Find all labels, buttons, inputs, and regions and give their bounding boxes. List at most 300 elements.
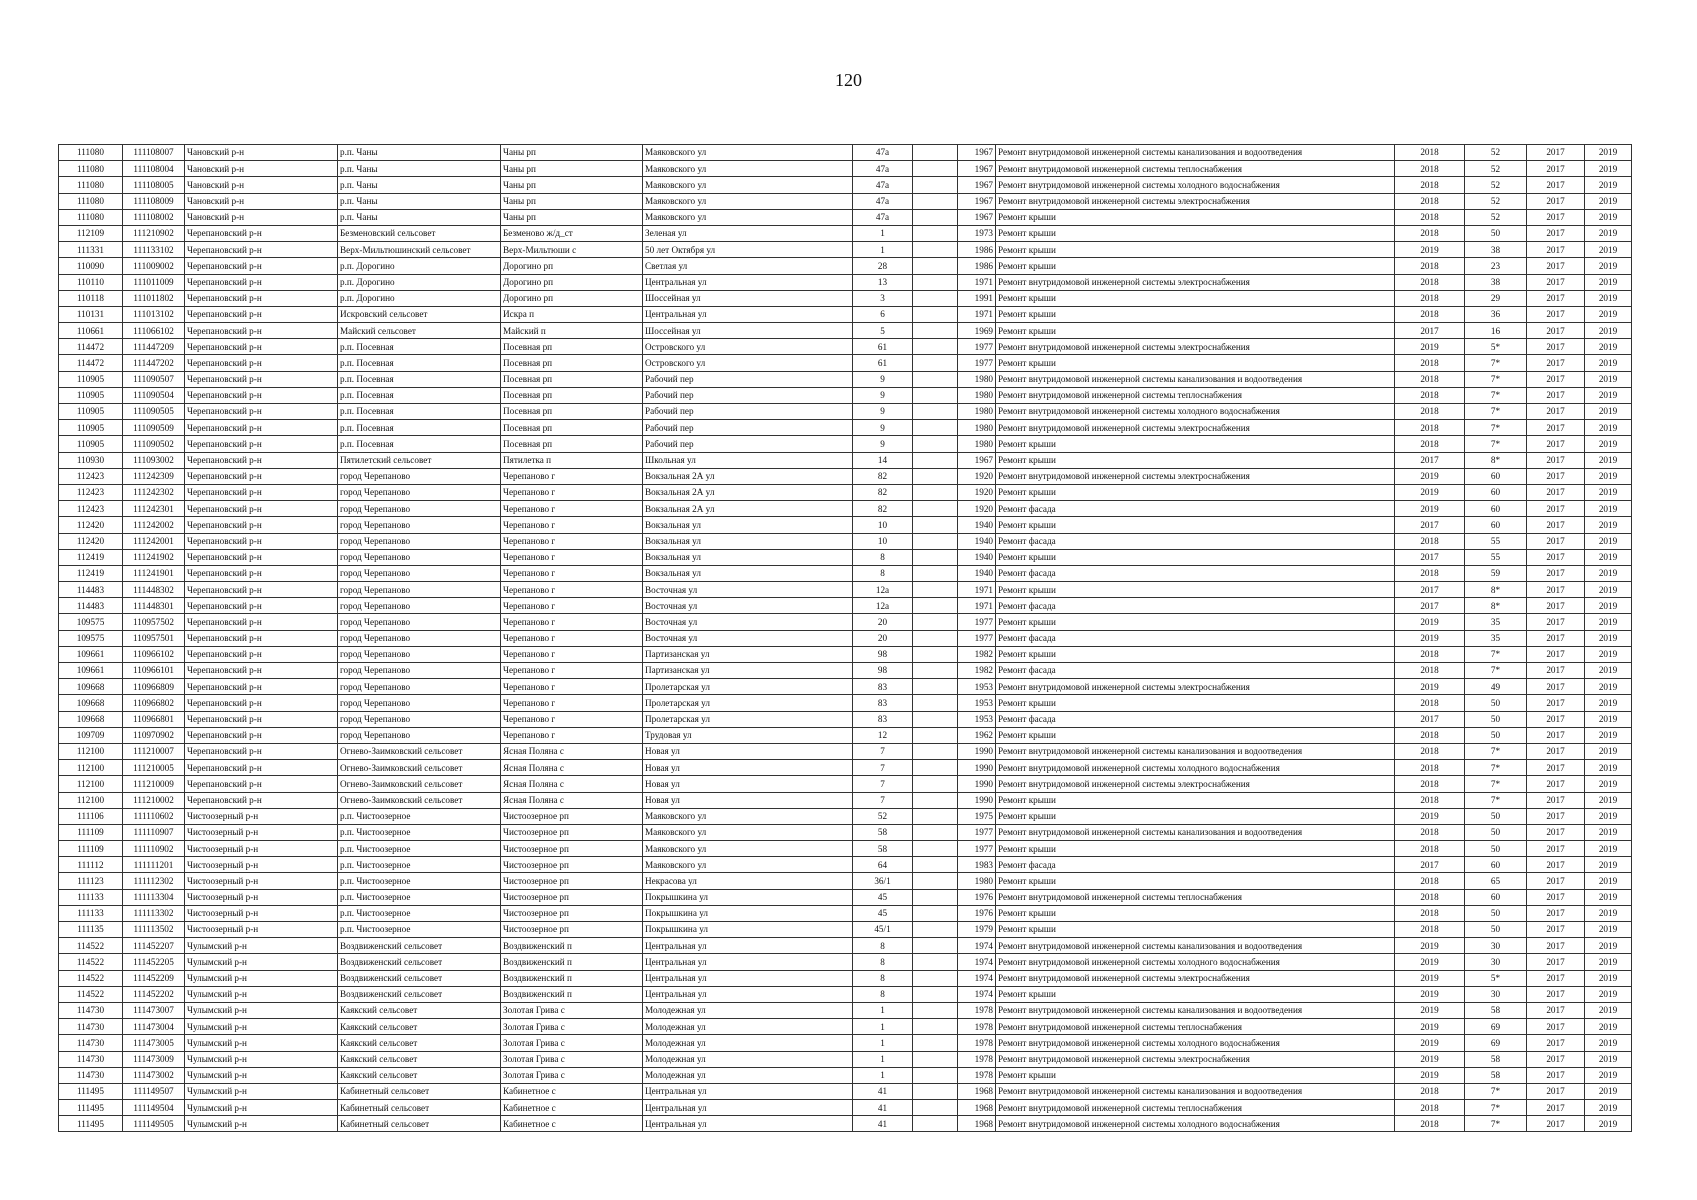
cell-plan-year: 2018 (1395, 889, 1465, 905)
table-row (59, 1083, 1632, 1099)
cell-build-year: 1974 (958, 970, 996, 986)
cell-plan-year: 2017 (1395, 323, 1465, 339)
cell-period-start: 2017 (1527, 177, 1585, 193)
cell-locality: Воздвиженский п (501, 986, 643, 1002)
cell-period-start: 2017 (1527, 582, 1585, 598)
cell-district: Черепановский р-н (185, 355, 338, 371)
cell-house-number: 98 (853, 646, 913, 662)
cell-house-letter (913, 404, 958, 420)
cell-house-letter (913, 533, 958, 549)
cell-code: 112420 (59, 533, 123, 549)
cell-period-start: 2017 (1527, 501, 1585, 517)
cell-period-end: 2019 (1585, 306, 1632, 322)
cell-build-year: 1982 (958, 663, 996, 679)
cell-code: 112419 (59, 549, 123, 565)
cell-municipality: Каякский сельсовет (338, 1019, 501, 1035)
cell-work-type: Ремонт внутридомовой инженерной системы канализования и водоотведения (996, 938, 1395, 954)
table-body (59, 145, 1632, 1132)
cell-municipality: город Черепаново (338, 565, 501, 581)
cell-locality: Чистоозерное рп (501, 889, 643, 905)
cell-municipality: р.п. Чаны (338, 209, 501, 225)
cell-period-end: 2019 (1585, 355, 1632, 371)
cell-code: 111112 (59, 857, 123, 873)
table-row (59, 727, 1632, 743)
cell-house-letter (913, 857, 958, 873)
table-row (59, 517, 1632, 533)
cell-municipality: город Черепаново (338, 598, 501, 614)
cell-street: Новая ул (643, 760, 853, 776)
cell-municipality: Каякский сельсовет (338, 1067, 501, 1083)
cell-municipality: Безменовский сельсовет (338, 225, 501, 241)
cell-work-type: Ремонт крыши (996, 209, 1395, 225)
cell-object-id: 110966801 (123, 711, 185, 727)
cell-municipality: Пятилетский сельсовет (338, 452, 501, 468)
cell-district: Черепановский р-н (185, 306, 338, 322)
cell-period-start: 2017 (1527, 355, 1585, 371)
cell-district: Черепановский р-н (185, 711, 338, 727)
cell-period-start: 2017 (1527, 193, 1585, 209)
cell-work-type: Ремонт крыши (996, 242, 1395, 258)
cell-period-start: 2017 (1527, 484, 1585, 500)
cell-period-end: 2019 (1585, 808, 1632, 824)
cell-house-letter (913, 290, 958, 306)
cell-house-letter (913, 436, 958, 452)
cell-work-type: Ремонт внутридомовой инженерной системы теплоснабжения (996, 889, 1395, 905)
cell-municipality: р.п. Посевная (338, 371, 501, 387)
cell-house-number: 7 (853, 743, 913, 759)
cell-period-start: 2017 (1527, 387, 1585, 403)
cell-build-year: 1967 (958, 209, 996, 225)
cell-period-end: 2019 (1585, 922, 1632, 938)
cell-period-end: 2019 (1585, 679, 1632, 695)
cell-district: Чулымский р-н (185, 986, 338, 1002)
cell-object-id: 111149504 (123, 1100, 185, 1116)
cell-house-letter (913, 986, 958, 1002)
cell-house-number: 7 (853, 760, 913, 776)
cell-house-number: 12а (853, 582, 913, 598)
cell-house-letter (913, 242, 958, 258)
cell-municipality: Каякский сельсовет (338, 1035, 501, 1051)
cell-municipality: город Черепаново (338, 663, 501, 679)
cell-street: Маяковского ул (643, 808, 853, 824)
cell-plan-year: 2018 (1395, 743, 1465, 759)
cell-locality: Чаны рп (501, 177, 643, 193)
cell-district: Черепановский р-н (185, 225, 338, 241)
cell-period-start: 2017 (1527, 404, 1585, 420)
cell-district: Чулымский р-н (185, 970, 338, 986)
table-row (59, 954, 1632, 970)
cell-work-type: Ремонт крыши (996, 258, 1395, 274)
cell-object-id: 110966809 (123, 679, 185, 695)
cell-locality: Кабинетное с (501, 1116, 643, 1132)
cell-plan-year: 2018 (1395, 1100, 1465, 1116)
cell-locality: Черепаново г (501, 468, 643, 484)
cell-house-number: 82 (853, 484, 913, 500)
cell-municipality: р.п. Чистоозерное (338, 889, 501, 905)
cell-object-id: 111242001 (123, 533, 185, 549)
cell-period-end: 2019 (1585, 1067, 1632, 1083)
cell-plan-year: 2018 (1395, 209, 1465, 225)
cell-district: Черепановский р-н (185, 792, 338, 808)
cell-period-start: 2017 (1527, 695, 1585, 711)
cell-locality: Чистоозерное рп (501, 905, 643, 921)
cell-municipality: Кабинетный сельсовет (338, 1100, 501, 1116)
cell-plan-year: 2018 (1395, 436, 1465, 452)
cell-build-year: 1980 (958, 404, 996, 420)
cell-district: Черепановский р-н (185, 387, 338, 403)
cell-period-end: 2019 (1585, 533, 1632, 549)
cell-locality: Ясная Поляна с (501, 760, 643, 776)
cell-house-number: 47а (853, 161, 913, 177)
cell-locality: Черепаново г (501, 663, 643, 679)
cell-municipality: р.п. Чистоозерное (338, 905, 501, 921)
cell-street: Восточная ул (643, 630, 853, 646)
table-row (59, 161, 1632, 177)
cell-plan-year: 2018 (1395, 533, 1465, 549)
cell-wear-percent: 52 (1465, 161, 1527, 177)
cell-district: Чулымский р-н (185, 1067, 338, 1083)
cell-work-type: Ремонт внутридомовой инженерной системы канализования и водоотведения (996, 371, 1395, 387)
cell-plan-year: 2018 (1395, 873, 1465, 889)
table-row (59, 177, 1632, 193)
cell-municipality: р.п. Посевная (338, 355, 501, 371)
cell-build-year: 1971 (958, 274, 996, 290)
cell-work-type: Ремонт крыши (996, 841, 1395, 857)
cell-object-id: 111242002 (123, 517, 185, 533)
cell-locality: Безменово ж/д_ст (501, 225, 643, 241)
cell-plan-year: 2018 (1395, 922, 1465, 938)
cell-object-id: 111133102 (123, 242, 185, 258)
cell-code: 114730 (59, 1019, 123, 1035)
cell-period-start: 2017 (1527, 873, 1585, 889)
cell-object-id: 111108002 (123, 209, 185, 225)
table-row (59, 290, 1632, 306)
cell-object-id: 111149507 (123, 1083, 185, 1099)
cell-build-year: 1968 (958, 1116, 996, 1132)
cell-plan-year: 2019 (1395, 1035, 1465, 1051)
cell-period-end: 2019 (1585, 549, 1632, 565)
cell-locality: Черепаново г (501, 549, 643, 565)
table-row (59, 679, 1632, 695)
cell-period-start: 2017 (1527, 986, 1585, 1002)
cell-house-number: 8 (853, 565, 913, 581)
cell-wear-percent: 7* (1465, 792, 1527, 808)
table-row (59, 986, 1632, 1002)
cell-plan-year: 2018 (1395, 1083, 1465, 1099)
cell-house-letter (913, 841, 958, 857)
cell-locality: Чистоозерное рп (501, 873, 643, 889)
cell-period-end: 2019 (1585, 468, 1632, 484)
cell-build-year: 1977 (958, 841, 996, 857)
cell-locality: Кабинетное с (501, 1100, 643, 1116)
cell-house-number: 9 (853, 387, 913, 403)
cell-object-id: 111009002 (123, 258, 185, 274)
cell-house-number: 9 (853, 436, 913, 452)
cell-wear-percent: 52 (1465, 193, 1527, 209)
cell-municipality: город Черепаново (338, 711, 501, 727)
cell-street: Центральная ул (643, 1100, 853, 1116)
cell-period-end: 2019 (1585, 339, 1632, 355)
cell-district: Черепановский р-н (185, 274, 338, 290)
table-row (59, 371, 1632, 387)
cell-wear-percent: 7* (1465, 646, 1527, 662)
cell-house-number: 58 (853, 824, 913, 840)
cell-house-letter (913, 646, 958, 662)
cell-build-year: 1975 (958, 808, 996, 824)
table-row (59, 646, 1632, 662)
cell-municipality: р.п. Чаны (338, 161, 501, 177)
table-row (59, 857, 1632, 873)
cell-house-number: 82 (853, 468, 913, 484)
cell-work-type: Ремонт крыши (996, 452, 1395, 468)
cell-house-letter (913, 792, 958, 808)
cell-locality: Посевная рп (501, 387, 643, 403)
cell-locality: Майский п (501, 323, 643, 339)
cell-house-letter (913, 938, 958, 954)
cell-locality: Ясная Поляна с (501, 792, 643, 808)
cell-wear-percent: 7* (1465, 387, 1527, 403)
cell-work-type: Ремонт крыши (996, 290, 1395, 306)
cell-object-id: 111113302 (123, 905, 185, 921)
cell-plan-year: 2018 (1395, 177, 1465, 193)
cell-district: Черепановский р-н (185, 663, 338, 679)
cell-code: 110118 (59, 290, 123, 306)
cell-street: Молодежная ул (643, 1067, 853, 1083)
cell-house-letter (913, 824, 958, 840)
cell-work-type: Ремонт крыши (996, 873, 1395, 889)
cell-house-letter (913, 582, 958, 598)
cell-district: Черепановский р-н (185, 695, 338, 711)
cell-period-end: 2019 (1585, 663, 1632, 679)
cell-period-end: 2019 (1585, 323, 1632, 339)
cell-work-type: Ремонт крыши (996, 905, 1395, 921)
cell-wear-percent: 8* (1465, 582, 1527, 598)
cell-wear-percent: 69 (1465, 1019, 1527, 1035)
cell-locality: Чистоозерное рп (501, 857, 643, 873)
cell-period-end: 2019 (1585, 905, 1632, 921)
cell-wear-percent: 50 (1465, 711, 1527, 727)
table-row (59, 663, 1632, 679)
table-row (59, 905, 1632, 921)
cell-period-end: 2019 (1585, 857, 1632, 873)
cell-municipality: Огнево-Заимковский сельсовет (338, 743, 501, 759)
cell-period-end: 2019 (1585, 404, 1632, 420)
cell-locality: Золотая Грива с (501, 1002, 643, 1018)
cell-district: Чановский р-н (185, 193, 338, 209)
cell-build-year: 1967 (958, 177, 996, 193)
cell-build-year: 1990 (958, 760, 996, 776)
cell-object-id: 111447209 (123, 339, 185, 355)
cell-period-start: 2017 (1527, 517, 1585, 533)
cell-period-start: 2017 (1527, 468, 1585, 484)
cell-wear-percent: 58 (1465, 1051, 1527, 1067)
cell-period-start: 2017 (1527, 209, 1585, 225)
cell-work-type: Ремонт фасада (996, 630, 1395, 646)
cell-code: 114730 (59, 1051, 123, 1067)
cell-house-letter (913, 1083, 958, 1099)
cell-wear-percent: 60 (1465, 857, 1527, 873)
cell-code: 114522 (59, 970, 123, 986)
cell-locality: Черепаново г (501, 517, 643, 533)
cell-locality: Черепаново г (501, 646, 643, 662)
cell-plan-year: 2018 (1395, 1116, 1465, 1132)
cell-code: 110090 (59, 258, 123, 274)
cell-build-year: 1990 (958, 743, 996, 759)
cell-house-number: 1 (853, 1051, 913, 1067)
cell-locality: Чистоозерное рп (501, 808, 643, 824)
cell-house-letter (913, 614, 958, 630)
cell-district: Черепановский р-н (185, 743, 338, 759)
cell-district: Черепановский р-н (185, 436, 338, 452)
table-row (59, 1019, 1632, 1035)
cell-build-year: 1978 (958, 1002, 996, 1018)
cell-wear-percent: 5* (1465, 970, 1527, 986)
cell-build-year: 1953 (958, 695, 996, 711)
cell-build-year: 1967 (958, 145, 996, 161)
cell-municipality: Воздвиженский сельсовет (338, 938, 501, 954)
repair-registry-table (58, 144, 1632, 1132)
cell-municipality: Воздвиженский сельсовет (338, 970, 501, 986)
cell-house-letter (913, 808, 958, 824)
cell-code: 109668 (59, 711, 123, 727)
table-row (59, 760, 1632, 776)
cell-locality: Черепаново г (501, 501, 643, 517)
cell-period-start: 2017 (1527, 743, 1585, 759)
cell-wear-percent: 7* (1465, 436, 1527, 452)
cell-work-type: Ремонт внутридомовой инженерной системы электроснабжения (996, 1051, 1395, 1067)
cell-locality: Чаны рп (501, 145, 643, 161)
cell-object-id: 111093002 (123, 452, 185, 468)
cell-locality: Черепаново г (501, 533, 643, 549)
cell-wear-percent: 50 (1465, 727, 1527, 743)
cell-street: Новая ул (643, 776, 853, 792)
cell-object-id: 111108009 (123, 193, 185, 209)
cell-house-number: 7 (853, 776, 913, 792)
cell-street: Покрышкина ул (643, 922, 853, 938)
cell-street: Новая ул (643, 743, 853, 759)
cell-district: Чулымский р-н (185, 1083, 338, 1099)
cell-street: Островского ул (643, 339, 853, 355)
cell-municipality: р.п. Чистоозерное (338, 808, 501, 824)
cell-object-id: 111149505 (123, 1116, 185, 1132)
cell-object-id: 111110602 (123, 808, 185, 824)
cell-object-id: 111011802 (123, 290, 185, 306)
cell-work-type: Ремонт крыши (996, 484, 1395, 500)
cell-plan-year: 2018 (1395, 387, 1465, 403)
cell-house-letter (913, 1051, 958, 1067)
table-row (59, 614, 1632, 630)
cell-period-start: 2017 (1527, 323, 1585, 339)
cell-district: Черепановский р-н (185, 517, 338, 533)
cell-period-end: 2019 (1585, 986, 1632, 1002)
table-row (59, 922, 1632, 938)
cell-plan-year: 2018 (1395, 420, 1465, 436)
cell-street: Молодежная ул (643, 1035, 853, 1051)
cell-plan-year: 2019 (1395, 970, 1465, 986)
cell-build-year: 1940 (958, 549, 996, 565)
cell-municipality: Воздвиженский сельсовет (338, 954, 501, 970)
cell-house-letter (913, 501, 958, 517)
cell-wear-percent: 7* (1465, 355, 1527, 371)
cell-municipality: город Черепаново (338, 533, 501, 549)
cell-object-id: 110966802 (123, 695, 185, 711)
cell-locality: Черепаново г (501, 679, 643, 695)
cell-code: 114730 (59, 1035, 123, 1051)
cell-wear-percent: 50 (1465, 695, 1527, 711)
table-row (59, 1067, 1632, 1083)
cell-street: Шоссейная ул (643, 323, 853, 339)
cell-plan-year: 2019 (1395, 468, 1465, 484)
cell-district: Чистоозерный р-н (185, 905, 338, 921)
cell-object-id: 111110902 (123, 841, 185, 857)
cell-build-year: 1967 (958, 193, 996, 209)
cell-district: Черепановский р-н (185, 533, 338, 549)
cell-period-start: 2017 (1527, 889, 1585, 905)
cell-code: 111080 (59, 161, 123, 177)
cell-period-start: 2017 (1527, 1035, 1585, 1051)
cell-build-year: 1971 (958, 598, 996, 614)
cell-period-end: 2019 (1585, 630, 1632, 646)
cell-street: Трудовая ул (643, 727, 853, 743)
cell-house-letter (913, 371, 958, 387)
cell-code: 111331 (59, 242, 123, 258)
cell-house-letter (913, 484, 958, 500)
cell-house-letter (913, 452, 958, 468)
cell-period-end: 2019 (1585, 387, 1632, 403)
cell-period-start: 2017 (1527, 970, 1585, 986)
cell-build-year: 1980 (958, 436, 996, 452)
cell-house-number: 8 (853, 986, 913, 1002)
cell-street: Островского ул (643, 355, 853, 371)
cell-work-type: Ремонт внутридомовой инженерной системы электроснабжения (996, 274, 1395, 290)
cell-municipality: Огнево-Заимковский сельсовет (338, 760, 501, 776)
cell-build-year: 1953 (958, 711, 996, 727)
cell-street: Покрышкина ул (643, 905, 853, 921)
cell-locality: Черепаново г (501, 727, 643, 743)
cell-build-year: 1977 (958, 339, 996, 355)
cell-object-id: 111090509 (123, 420, 185, 436)
cell-plan-year: 2018 (1395, 225, 1465, 241)
cell-wear-percent: 7* (1465, 1083, 1527, 1099)
cell-wear-percent: 60 (1465, 889, 1527, 905)
table-row (59, 323, 1632, 339)
cell-house-number: 8 (853, 970, 913, 986)
cell-street: Восточная ул (643, 582, 853, 598)
cell-work-type: Ремонт внутридомовой инженерной системы электроснабжения (996, 339, 1395, 355)
cell-code: 111123 (59, 873, 123, 889)
cell-object-id: 111473002 (123, 1067, 185, 1083)
cell-code: 110905 (59, 404, 123, 420)
cell-plan-year: 2017 (1395, 857, 1465, 873)
cell-period-start: 2017 (1527, 711, 1585, 727)
cell-wear-percent: 30 (1465, 986, 1527, 1002)
cell-municipality: р.п. Дорогино (338, 258, 501, 274)
cell-plan-year: 2019 (1395, 986, 1465, 1002)
cell-plan-year: 2019 (1395, 679, 1465, 695)
cell-period-start: 2017 (1527, 646, 1585, 662)
cell-code: 114522 (59, 986, 123, 1002)
cell-period-start: 2017 (1527, 339, 1585, 355)
cell-district: Чановский р-н (185, 177, 338, 193)
cell-code: 111133 (59, 905, 123, 921)
cell-house-letter (913, 954, 958, 970)
cell-build-year: 1968 (958, 1083, 996, 1099)
cell-plan-year: 2019 (1395, 484, 1465, 500)
cell-house-number: 64 (853, 857, 913, 873)
cell-wear-percent: 7* (1465, 663, 1527, 679)
cell-municipality: р.п. Чистоозерное (338, 857, 501, 873)
cell-build-year: 1979 (958, 922, 996, 938)
